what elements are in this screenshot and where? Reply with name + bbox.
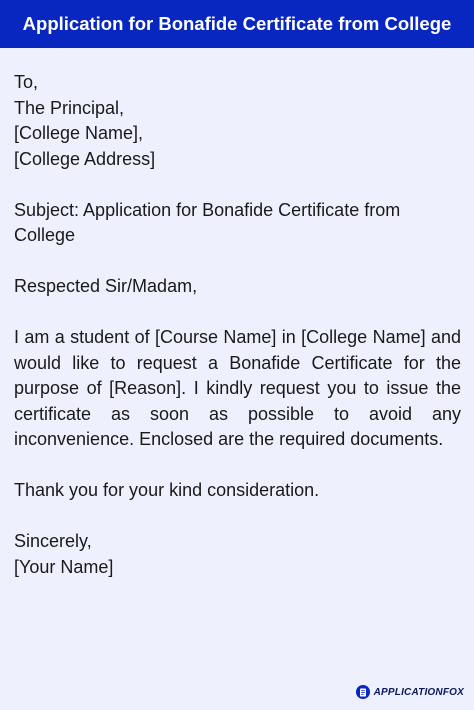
address-line-to: To, (14, 72, 39, 92)
closing: Sincerely, (14, 531, 92, 551)
address-line-college-address: [College Address] (14, 148, 156, 169)
letter-body (14, 70, 461, 580)
brand-name: APPLICATIONFOX (373, 686, 464, 698)
address-line-college-name: [College Name], (14, 123, 144, 143)
salutation: Respected Sir/Madam, (14, 276, 198, 296)
thanks-line: Thank you for your kind consideration. (14, 480, 320, 500)
subject-line: Subject: Application for Bonafide Certificate from College (14, 199, 401, 245)
letter-body-paragraph: I am a student of [Course Name] in [College Name] and would like to request a Bonafide Certificate for the purpose of [Reason]. I kindly request you to issue the certificate as soon as possible to avoid any inconvenience. Enclosed are the required documents. (14, 327, 461, 449)
page-title: Application for Bonafide Certificate from College (0, 0, 474, 48)
address-line-recipient: The Principal, (14, 97, 125, 118)
signature-placeholder: [Your Name] (14, 556, 114, 577)
brand-logo (356, 684, 464, 700)
document-icon (356, 685, 370, 699)
